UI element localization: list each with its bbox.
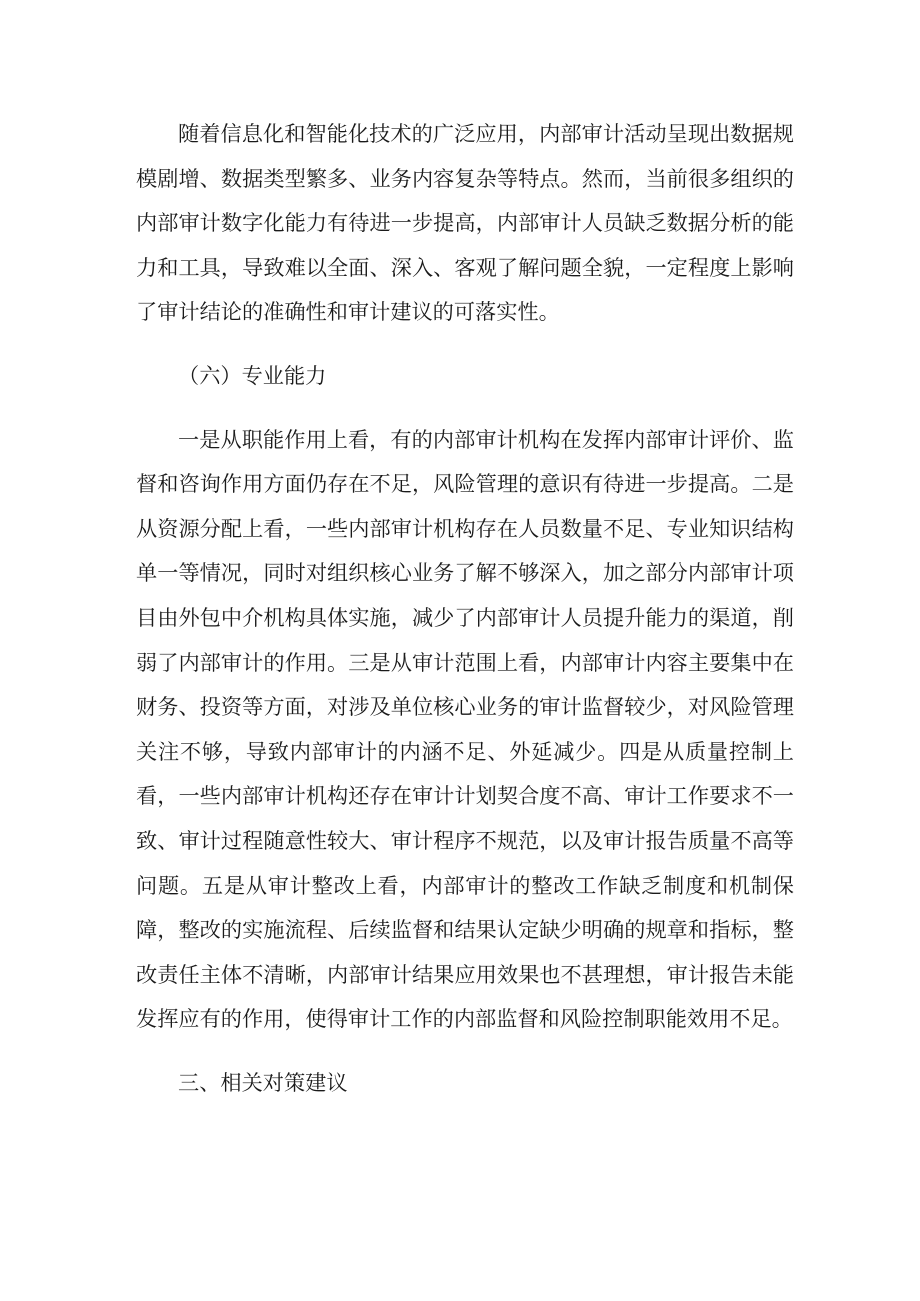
paragraph-professional-capability: 一是从职能作用上看，有的内部审计机构在发挥内部审计评价、监督和咨询作用方面仍存在不足，风险管理的意识有待进一步提高。二是从资源分配上看，一些内部审计机构存在人员数量不足、专业知识结构单一等情况，同时对组织核心业务了解不够深入，加之部分内部审计项目由外包中介机构具体实施，减少了内部审计人员提升能力的渠道，削弱了内部审计的作用。三是从审计范围上看，内部审计内容主要集中在财务、投资等方面，对涉及单位核心业务的审计监督较少，对风险管理关注不够，导致内部审计的内涵不足、外延减少。四是从质量控制上看，一些内部审计机构还存在审计计划契合度不高、审计工作要求不一致、审计过程随意性较大、审计程序不规范，以及审计报告质量不高等问题。五是从审计整改上看，内部审计的整改工作缺乏制度和机制保障，整改的实施流程、后续监督和结果认定缺少明确的规章和指标，整改责任主体不清晰，内部审计结果应用效果也不甚理想，审计报告未能发挥应有的作用，使得审计工作的内部监督和风险控制职能效用不足。 — [136, 426, 794, 1032]
paragraph-digital-capability: 随着信息化和智能化技术的广泛应用，内部审计活动呈现出数据规模剧增、数据类型繁多、业务内容复杂等特点。然而，当前很多组织的内部审计数字化能力有待进一步提高，内部审计人员缺乏数据分析的能力和工具，导致难以全面、深入、客观了解问题全貌，一定程度上影响了审计结论的准确性和审计建议的可落实性。 — [136, 121, 794, 325]
section-heading-professional-capability: （六）专业能力 — [178, 362, 327, 388]
section-heading-countermeasures: 三、相关对策建议 — [178, 1069, 348, 1095]
document-body — [136, 112, 794, 1105]
